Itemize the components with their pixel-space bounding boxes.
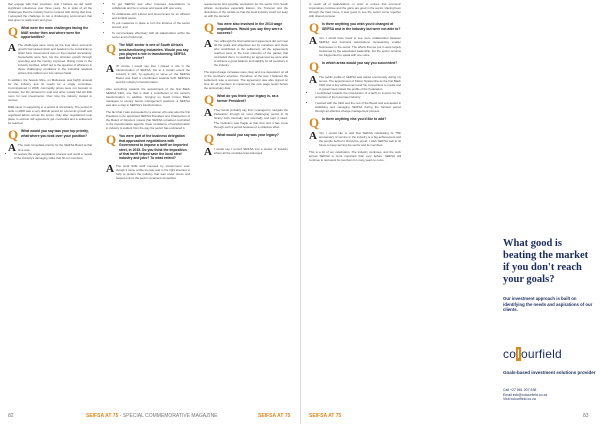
answer-block — [309, 36, 401, 56]
answer-block — [204, 145, 288, 158]
bullet-list — [8, 152, 92, 160]
left-footer-right — [258, 413, 290, 419]
answer-text: Yes, I would have loved to see more collaboration between SEIFSA and business associations representing smaller businesses in the sector. The efforts that we put in were largely welcomed by the associated leadership, but the sector remains too fragmented to speak with one voice. — [319, 36, 401, 57]
question-text: You were part of the business delegation that approached negotiations with Government to impose a tariff on imported steel, in 2015. Do you think the imposition of that tariff helped save the local steel industry and jobs? To what extent? — [119, 134, 188, 161]
answer-block — [309, 131, 401, 147]
answer-block — [106, 64, 190, 84]
colourfield-logo — [503, 347, 562, 361]
paragraph: M&E came in supporting to a period of uncertainty. The period of strife in 2008 was a very difficult period for economic growth and organised labour across the sector. Only after negotiations took place in earnest did agreement get concluded and a settlement be reached. — [8, 105, 92, 126]
answer-text: Of course I would say that I played a role in the transformation of SEIFSA, but to a certain extent the industry in fact, by agreeing to serve on the SEIFSA Board was itself a contribution towards both SEIFSA's and the industry's transformation. — [116, 63, 190, 85]
colourfield-advert — [493, 0, 600, 424]
question-text: What were the main challenges facing the M&E sector then and where were the opportunities? — [21, 26, 89, 40]
left-footer — [86, 413, 218, 419]
answer-block — [106, 164, 190, 180]
right-column-1 — [309, 2, 401, 165]
logo-highlight: l — [517, 347, 520, 361]
question-text: What would you say was your top priority, what where you took over your position? — [21, 129, 89, 138]
list-item: • To collaborate with Labour and Government for an efficient and durable peace; — [112, 12, 190, 20]
question-text: Is there anything you wish you'd changed at SEIFSA and in the industry but were not able to? — [322, 22, 401, 31]
question-text: What would you say was your legacy? — [217, 132, 279, 137]
paragraph: requirements and possible resolutions for the sector from South African companies especially Eskom, the Transnet and the dissolution of the cartels so that the local industry could not keep up with the demand. — [204, 2, 288, 19]
a-badge: A — [204, 37, 212, 50]
question-text: What do you think your legacy is, as a former President? — [217, 94, 279, 103]
logo-text: co — [503, 347, 517, 361]
left-column-1 — [8, 2, 92, 162]
answer-block — [8, 43, 92, 76]
question-text: In which areas would you say you succeeded? — [322, 60, 398, 65]
page-number-right: 83 — [583, 413, 589, 419]
question-block — [309, 58, 401, 74]
a-badge: A — [309, 130, 317, 143]
q-badge: Q — [204, 20, 215, 36]
answer-text: They would probably say that I managed to navigate the Federation through its most challenging period in its history both internally and externally and kept it intact. The institution was fragile at that time and it has come through such a period because of a collective effort. — [214, 108, 288, 129]
answer-text: The main immediate priority for the SEIFSA Board at that time was: — [18, 143, 92, 152]
ad-headline: What good is beating the market if you don't reach your goals? — [503, 238, 589, 285]
page-number-left: 82 — [8, 413, 14, 419]
question-block — [309, 20, 401, 36]
q-badge: Q — [309, 115, 320, 131]
list-item: • To communicate effectively with all stakeholders within the sector and to build trust. — [112, 31, 190, 39]
question-block — [204, 22, 288, 35]
q-badge: Q — [309, 58, 320, 74]
logo-text: ourfield — [520, 347, 562, 361]
right-page — [300, 0, 600, 424]
footer-brand: SEIFSA AT 75 — [309, 413, 342, 419]
q-badge: Q — [204, 92, 215, 108]
list-item: • To get SEIFSA and other business Associations to collaborate and be in unison and speak with one voice; — [112, 2, 190, 10]
answer-block — [204, 108, 288, 128]
left-column-3 — [204, 2, 288, 158]
question-block — [204, 130, 288, 146]
q-badge: Q — [106, 41, 117, 57]
a-badge: A — [106, 162, 114, 175]
answer-text: I would say I turned SEIFSA into a House of Industry where all the constituencies belonged. — [214, 146, 288, 155]
ad-tagline: Goals-based investment solutions provider — [503, 370, 596, 375]
question-text: Is there anything else you'd like to add? — [322, 117, 387, 122]
footer-subtitle: SPECIAL COMMEMORATIVE MAGAZINE — [122, 413, 218, 419]
answer-block — [204, 39, 288, 68]
ad-phone: Call +27 861 007 638 — [503, 388, 537, 392]
answer-text: The challenges were many as the time when economic growth had slowed down and headed to be constraints to wider fund. Government cuts on fuel created uncertainty; households were hurt, but the stimulus growth through spending and the country improved. Rising costs in the industry tumbled, which led to the question of efficiency in these challenging conditions in the industrial relations sphere that spilled over into various fields. — [18, 42, 92, 76]
ad-website: Visit colourfield.co.za — [503, 397, 536, 402]
list-item: • I contributed towards the introduction of a tariff on imports for the protection of the local steel industry. — [315, 91, 401, 99]
q-badge: Q — [8, 127, 19, 143]
a-badge: A — [309, 35, 317, 48]
paragraph: The signed wage increases were clear and one dependent on all of the members' structure. Therefore, at the time I believed the settlement was a success. The agreement was also signed on time for all members to implement the new wage levels before the anniversary date. — [204, 69, 288, 91]
footer-brand: SEIFSA AT 75 — [86, 413, 119, 419]
question-block — [106, 134, 190, 160]
ad-email: Email info@colourfield.co.za — [503, 392, 548, 397]
question-block — [106, 43, 190, 61]
paragraph: to reach all of stakeholders, in order to ensure that economic imperatives continue and the gains are good in the sector. Having been through the hard times, it was good to see the sector come together with shared purpose. — [309, 2, 401, 19]
question-text: The M&E sector is one of South Africa's best-functioning industries. Would you say you played a role in transforming SEIFSA and the sector? — [119, 43, 189, 61]
bullet-list — [309, 91, 401, 113]
paragraph: that engage with their members. And I believe we did reach significant milestones over three years. So in spite of all the challenges that the industry had to contend with during that time, I accepted the challenge to run a challenging environment that was given to really learn and grow. — [8, 2, 92, 23]
list-item: • To put measures in place to turn the fortunes of the sector around; and — [112, 21, 190, 29]
q-badge: Q — [204, 130, 215, 146]
right-footer — [309, 413, 341, 419]
paragraph: In addition, the Soweto Mine, on Matlosana, was highly unusual for the industry and its needs for a single committee. Commissioned in 2008, commodity prices were not forecast to increase, but the demand for coal and other metals had left little room for new investments. Over time the industry started to recover. — [8, 77, 92, 103]
q-badge: Q — [8, 24, 19, 40]
answer-block — [309, 75, 401, 91]
answer-block — [8, 142, 92, 155]
a-badge: A — [309, 73, 317, 86]
left-column-2 — [106, 2, 190, 180]
ad-subheading: Our investment approach is built on identifying the needs and aspirations of our clients. — [503, 296, 593, 313]
list-item: • To restore the wage negotiation process and avoid a repeat of the industry's damaging strike that hit our members. — [14, 152, 92, 160]
answer-text: Yes, I would like to add that SEIFSA celebrating its 75th anniversary of service in the industry is a big achievement and the people behind it should be proud. I wish SEIFSA well in its future to keep serving the sector and its members. — [319, 131, 401, 148]
paragraph: Also something towards the appointment of the first Black SEIFSA CEO, one that is itself a contribution to the sector's transformation. In addition, bringing on board former Black managers to occupy Senior management positions, a SEIFSA was also a step in SEIFSA's transformation. — [106, 86, 190, 108]
a-badge: A — [8, 41, 16, 54]
footer-brand: SEIFSA AT 75 — [258, 413, 291, 419]
answer-text: The local SOE tariff imposed by Government even though it came a little too late was in the right direction to help to protect the industry that was under stress and helped ensure the sector remained competitive. — [116, 163, 190, 180]
a-badge: A — [204, 107, 212, 120]
a-badge: A — [106, 62, 114, 75]
answer-text: Yes. Although the final settlement agreement did not meet all the goals and objectives set by ourselves and those who contributed to the settlement, all the agreements reached were in the best interests of the parties that concluded them. In reaching an agreement we were able to achieve a good balance and stability for all members in the industry. — [214, 38, 288, 68]
question-text: You were also involved in the 2014 wage negotiations. Would you say they were a success? — [217, 22, 283, 36]
question-block — [8, 26, 92, 39]
footer-separator: - — [118, 413, 123, 419]
question-block — [309, 115, 401, 131]
answer-text: The public profile of SEIFSA was raised enormously during my tenure. The appointment of Kaizer Nyatsumba as the first Black CEO was a key achievement and his connections to media and to government raised the profile of the Federation. — [319, 74, 401, 92]
q-badge: Q — [106, 132, 117, 148]
bullet-list — [106, 2, 190, 39]
ad-contact — [503, 388, 597, 402]
q-badge: Q — [309, 20, 320, 36]
a-badge: A — [204, 145, 212, 158]
list-item: • I worked with the CEO and the rest of the Board and succeeded in stabilising and managing SEIFSA during the hardest period through an effective change management process. — [315, 101, 401, 113]
paragraph: This is a lot of our celebration. The industry continues, and the work across SEIFSA is more important than ever before. SEIFSA will continue to represent its members for many years to come. — [309, 150, 401, 163]
a-badge: A — [8, 142, 16, 155]
question-block — [8, 127, 92, 143]
paragraph: The fact that I was succeeded by a woman who was also the first President to be appointed SEIFSA President and Chairperson of the Board of Directors means that SEIFSA remained committed to the transformation agenda. Clear confidence of transformation in industry is evident from the way the sector has embraced it. — [106, 109, 190, 131]
question-block — [204, 92, 288, 108]
